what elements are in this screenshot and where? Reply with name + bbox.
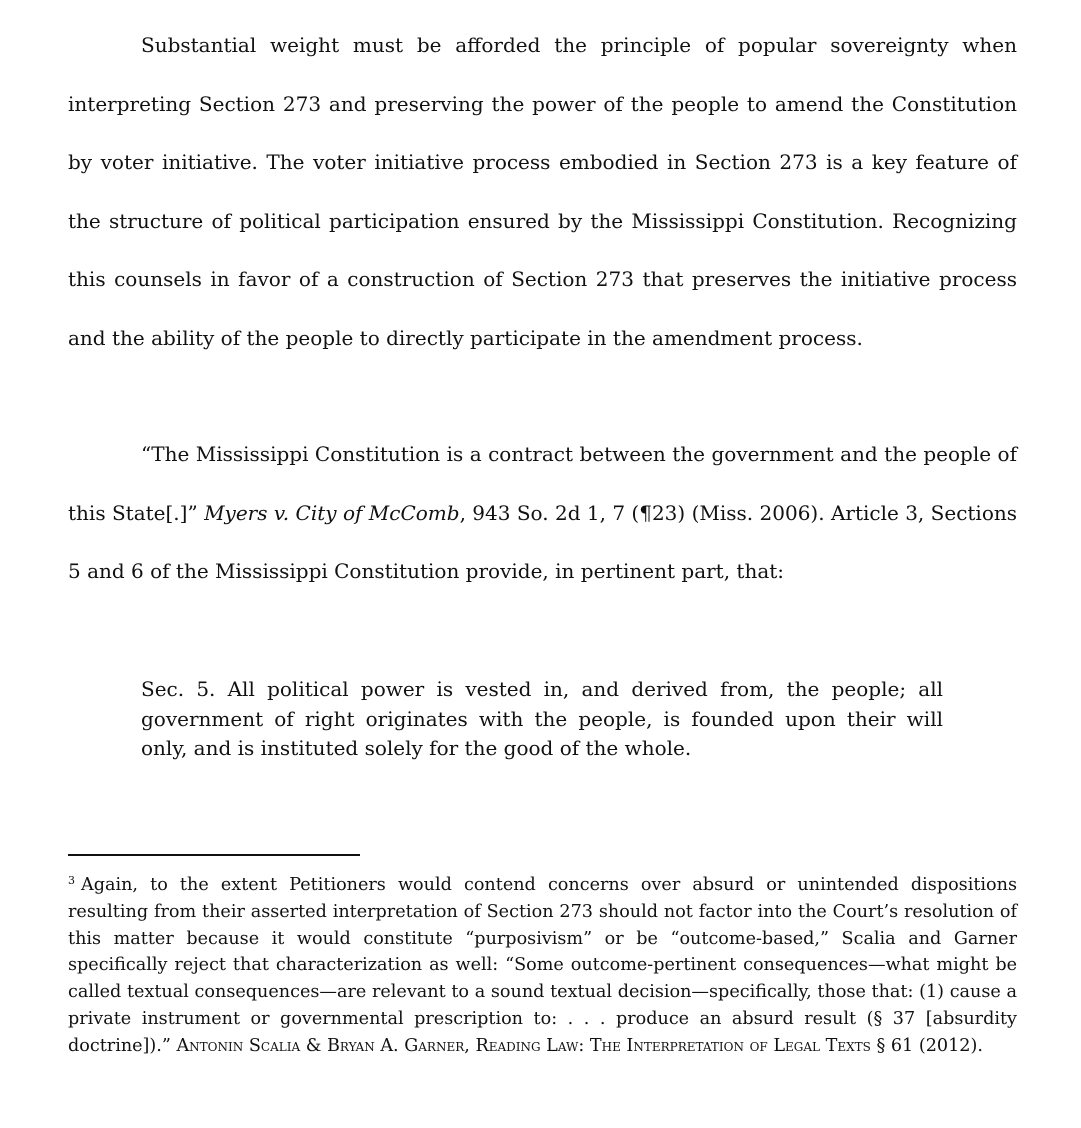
block-quote-text: Sec. 5. All political power is vested in, and derived from, the people; all government of right originates with the people, is founded upon their will only, and is instituted solely for the good of the whole. [141, 677, 943, 760]
footnote-citation-title: Reading Law: The Interpretation of Legal Texts [475, 1035, 871, 1056]
paragraph-2-lead: “The Mississippi Constitution is a contract between the government and the people of this State[.]” [68, 442, 1017, 525]
footnote-citation-end: § 61 (2012). [870, 1035, 983, 1056]
paragraph-popular-sovereignty [68, 16, 1017, 367]
case-citation-name: Myers v. City of McComb [204, 500, 460, 525]
footnote-text: Again, to the extent Petitioners would contend concerns over absurd or unintended dispositions resulting from their asserted interpretation of Section 273 should not factor into the Court’s resolution of this matter because it would constitute “purposivism” or be “outcome-based,” Scalia and Garner specifically reject that characterization as well: “Some outcome-pertinent consequences—what might be called textual consequences—are relevant to a sound textual decision—specifically, those that: (1) cause a private instrument or governmental prescription to: . . . produce an absurd result (§ 37 [absurdity doctrine]).” [68, 875, 1017, 1056]
footnote-number: 3 [68, 874, 75, 887]
document-page [68, 0, 1017, 1128]
paragraph-constitution-contract [68, 425, 1017, 601]
footnote-citation-authors: Antonin Scalia & Bryan A. Garner [176, 1035, 465, 1056]
paragraph-2-rest: , 943 So. 2d 1, 7 (¶23) (Miss. 2006). Article 3, Sections 5 and 6 of the Mississippi Constitution provide, in pertinent part, that: [68, 500, 1018, 583]
footnote-3 [68, 868, 1017, 1060]
footnote-citation-separator: , [464, 1035, 476, 1056]
block-quote-section-5 [141, 675, 943, 764]
paragraph-1-text: Substantial weight must be afforded the principle of popular sovereignty when interpreting Section 273 and preserving the power of the people to amend the Constitution by voter initiative. The voter initiative process embodied in Section 273 is a key feature of the structure of political participation ensured by the Mississippi Constitution. Recognizing this counsels in favor of a construction of Section 273 that preserves the initiative process and the ability of the people to directly participate in the amendment process. [68, 33, 1017, 350]
footnote-separator [68, 854, 360, 856]
